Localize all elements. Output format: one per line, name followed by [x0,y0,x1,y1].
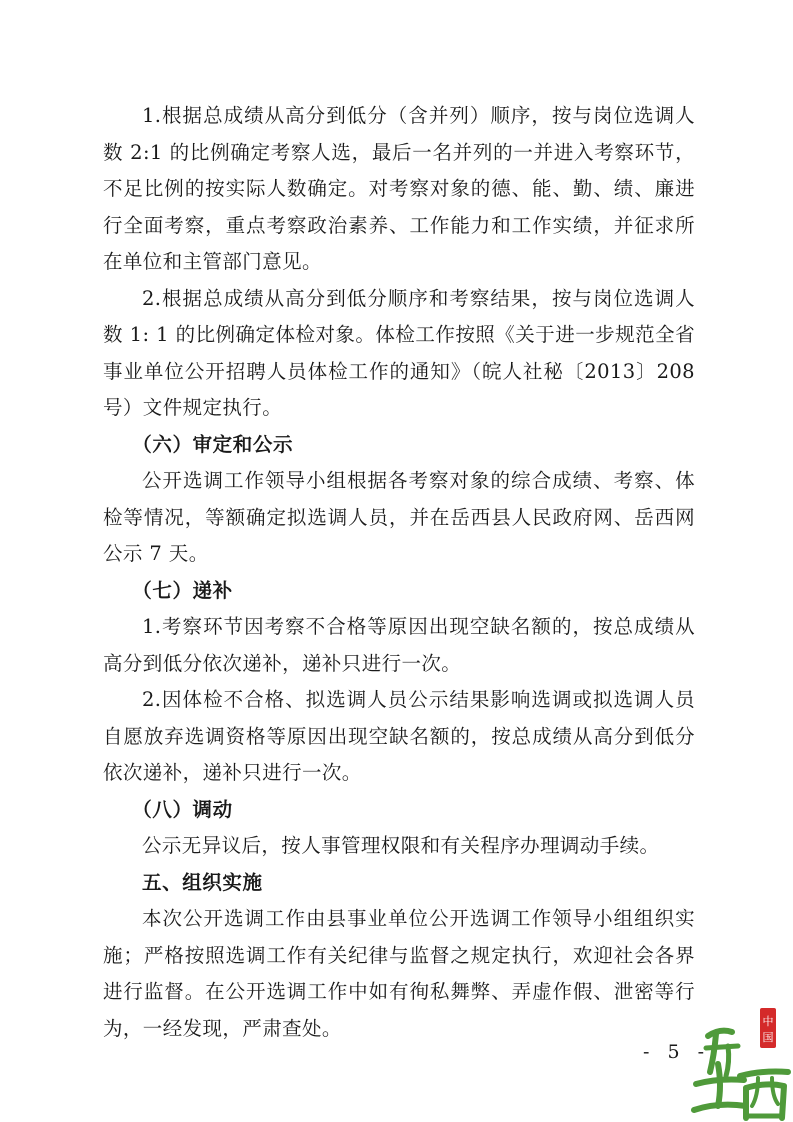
seal-char-2: 国 [762,1031,774,1044]
subheading-replacement: （七）递补 [132,578,233,602]
page-number: - 5 - [643,1041,711,1063]
paragraph-review-publicity: 公开选调工作领导小组根据各考察对象的综合成绩、考察、体检等情况，等额确定拟选调人员，并在岳西县人民政府网、岳西网公示 7 天。 [103,469,695,565]
paragraph-transfer: 公示无异议后，按人事管理权限和有关程序办理调动手续。 [142,834,660,857]
document-body [103,98,695,1047]
yuexi-logo [688,1006,793,1122]
seal-char-1: 中 [762,1015,774,1028]
heading-organization: 五、组织实施 [142,870,263,894]
paragraph-organization: 本次公开选调工作由县事业单位公开选调工作领导小组组织实施；严格按照选调工作有关纪律与监督之规定执行，欢迎社会各界进行监督。在公开选调工作中如有徇私舞弊、弄虚作假、泄密等行为，一经发现，严肃查处。 [103,907,695,1040]
china-seal-icon [760,1008,776,1048]
paragraph-inspection-selection: 1.根据总成绩从高分到低分（含并列）顺序，按与岗位选调人数 2:1 的比例确定考察人选，最后一名并列的一并进入考察环节，不足比例的按实际人数确定。对考察对象的德、能、勤、绩、廉进行全面考察，重点考察政治素养、工作能力和工作实绩，并征求所在单位和主管部门意见。 [103,104,695,273]
subheading-transfer: （八）调动 [132,797,233,821]
calligraphy-yue-icon [694,1031,746,1110]
paragraph-medical-exam: 2.根据总成绩从高分到低分顺序和考察结果，按与岗位选调人数 1: 1 的比例确定体检对象。体检工作按照《关于进一步规范全省事业单位公开招聘人员体检工作的通知》（皖人社秘〔2013〕208 号）文件规定执行。 [103,286,695,419]
paragraph-replacement-1: 1.考察环节因考察不合格等原因出现空缺名额的，按总成绩从高分到低分依次递补，递补只进行一次。 [103,615,695,675]
paragraph-replacement-2: 2.因体检不合格、拟选调人员公示结果影响选调或拟选调人员自愿放弃选调资格等原因出现空缺名额的，按总成绩从高分到低分依次递补，递补只进行一次。 [103,688,695,784]
calligraphy-xi-icon [740,1072,788,1119]
subheading-review-publicity: （六）审定和公示 [132,432,294,456]
